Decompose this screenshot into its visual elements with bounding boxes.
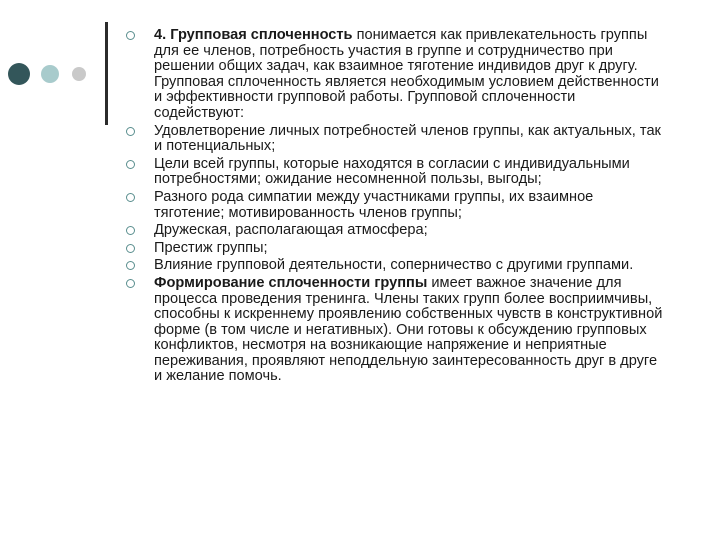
item-bold-text: Формирование сплоченности группы: [154, 274, 428, 291]
decorative-circle-light: [41, 65, 59, 83]
item-text: понимается как привлекательность группы для ее членов, потребность участия в группе и сотрудничество при решении общих задач, как взаимное тяготение индивидов друг к другу. Групповая сплоченность является необходимым условием действенности и эффективности групповой работы. Групповой сплоченности содействуют:: [154, 27, 659, 121]
item-text: Престиж группы;: [154, 239, 268, 256]
item-text: имеет важное значение для процесса проведения тренинга. Члены таких групп более восприимчивы, способны к искреннему проявлению собственных чувств в конструктивной форме (в том числе и негативных). Они готовы к обсуждению групповых конфликтов, несмотря на возникающие напряжение и неприятные переживания, проявляют неподдельную заинтересованность друг в друге и желание помочь.: [154, 274, 663, 385]
item-text: Цели всей группы, которые находятся в согласии с индивидуальными потребностями; ожидание несомненной пользы, выгоды;: [154, 155, 630, 188]
bullet-circle-icon: [126, 31, 135, 40]
item-bold-text: 4. Групповая сплоченность: [154, 27, 353, 43]
list-item: [126, 28, 666, 122]
bullet-circle-icon: [126, 261, 135, 270]
bullet-circle-icon: [126, 127, 135, 136]
decorative-circle-dark: [8, 63, 30, 85]
bullet-circle-icon: [126, 160, 135, 169]
item-text: Удовлетворение личных потребностей членов группы, как актуальных, так и потенциальных;: [154, 122, 661, 155]
list-item: [126, 157, 666, 188]
item-text: Разного рода симпатии между участниками группы, их взаимное тяготение; мотивированность членов группы;: [154, 188, 594, 221]
item-text: Дружеская, располагающая атмосфера;: [154, 222, 428, 239]
item-text: Влияние групповой деятельности, соперничество с другими группами.: [154, 257, 634, 274]
list-item: [126, 258, 666, 274]
list-item: [126, 124, 666, 155]
bullet-list: [126, 28, 666, 387]
list-item: [126, 223, 666, 239]
bullet-circle-icon: [126, 193, 135, 202]
decorative-circle-gray: [72, 67, 86, 81]
bullet-circle-icon: [126, 226, 135, 235]
list-item: [126, 241, 666, 257]
list-item: [126, 190, 666, 221]
vertical-divider: [105, 22, 108, 125]
bullet-circle-icon: [126, 244, 135, 253]
list-item: [126, 276, 666, 385]
bullet-circle-icon: [126, 279, 135, 288]
